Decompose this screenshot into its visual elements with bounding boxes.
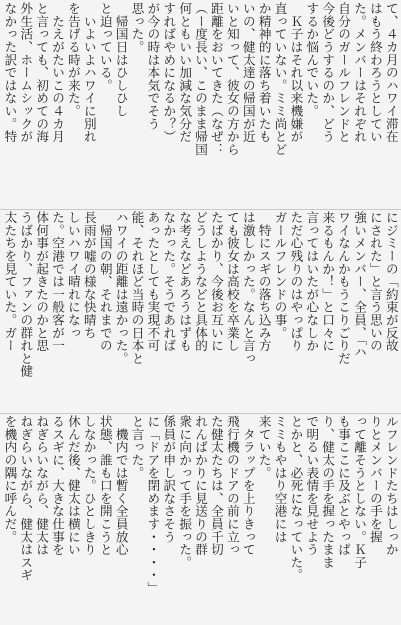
text-column: 直っていない。ミミ尚とど [272, 2, 288, 156]
text-column: 能、それほど当時の日本と [129, 211, 145, 365]
text-column: なかった。そうであれば [161, 211, 177, 352]
text-column: すればやめになるか？） [161, 2, 177, 143]
text-column: 状態、誰も口を開こうと [97, 415, 113, 556]
text-column: が今の時は本気でそう [145, 2, 161, 130]
text-column: するか悩んでいた。 [304, 2, 320, 118]
text-column: 何ともいい加減な気分だ [177, 2, 193, 143]
text-column: た。空港では一般客が一 [50, 211, 66, 352]
text-column: 休んだ後、健太は横にい [65, 415, 81, 556]
text-column: はもう終わろうとしてい [367, 2, 383, 143]
text-column: を機内の隅に呼んだ。 [2, 415, 18, 543]
text-column: 機内では暫く全員放心 [113, 415, 129, 556]
text-column: ワイなんかもうこりごりだ [336, 211, 352, 365]
text-column: 距離をおいてきた（なぜ： [208, 2, 224, 156]
text-column: か精神的に落ち着いたも [256, 2, 272, 143]
tier-divider [0, 209, 401, 210]
text-column: を告げる時が来た。 [65, 2, 81, 118]
text-column: も事ここに及ぶとやっぱ [336, 415, 352, 556]
text-column: 帰国の朝、それまでの [97, 211, 113, 352]
text-column: ガールフレンドの事。 [272, 211, 288, 339]
text-column: と言っても、初めての海 [34, 2, 50, 143]
text-column: と言った。 [129, 415, 145, 479]
text-column: ミミもやはり空港には [272, 415, 288, 543]
text-column: ねぎらいながら、健太はスギ [18, 415, 34, 582]
text-column: 今後どうするのか、どう [320, 2, 336, 143]
text-column: しいハワイ晴れになっ [65, 211, 81, 339]
text-column: にされた」と言う思いの [367, 211, 383, 352]
text-column: 言ってはいたが心なしか [304, 211, 320, 352]
text-column: ただ心残りのはやっぱり [288, 211, 304, 352]
text-column: たばかり、今後お互いに [208, 211, 224, 352]
text-column: なかった訳ではない。特 [2, 2, 18, 143]
text-column: 自分のガールフレンドと [336, 2, 352, 143]
text-column: ねぎらいながら、健太は [34, 415, 50, 556]
text-column: にジミーの「約束が反故 [383, 211, 399, 352]
tier-divider [0, 413, 401, 414]
text-column: ハワイの距離は遠かった。 [113, 211, 129, 365]
text-column: 係員が申し訳なさそう [161, 415, 177, 543]
text-column: Ｋ子はそれ以来機嫌が [288, 2, 304, 143]
text-column: て、４カ月のハワイ滞在 [383, 2, 399, 143]
text-column: 太たちを見ていた。ガー [2, 211, 18, 352]
text-column: 体何事が起きたのかと思 [34, 211, 50, 352]
text-column: （ー度長い、このまま帰国 [193, 2, 209, 156]
text-tier-bottom [2, 415, 399, 623]
text-tier-middle [2, 211, 399, 412]
text-column: 衆に向かって手を振った。 [177, 415, 193, 569]
text-column: いと知って、彼女の方から [224, 2, 240, 156]
text-column: 来ていた。 [256, 415, 272, 479]
text-column: いよいよハワイに別れ [81, 2, 97, 143]
text-column: 来るもんか！」と口々に [320, 211, 336, 352]
text-column: で明るい表情を見せよう [304, 415, 320, 556]
text-column: れんばかりに見送りの群 [193, 415, 209, 556]
text-column: 外生活、ホームシックが [18, 2, 34, 143]
text-column: たえがたいこの４カ月 [50, 2, 66, 143]
text-column: と迫っている。 [97, 2, 113, 92]
text-column: るスギに、大きな仕事を [50, 415, 66, 556]
text-column: に「ドアを閉めます・・・・」 [145, 415, 161, 595]
text-column: り、健太の手を握ったまま [320, 415, 336, 569]
text-tier-top [2, 2, 399, 208]
text-column: 特にスギの落ち込み方 [256, 211, 272, 352]
text-column: いの、健太達の帰国が近 [240, 2, 256, 143]
text-column: あったとしても実現不可 [145, 211, 161, 352]
text-column: うばかり、ファンの群れと健 [18, 211, 34, 378]
text-column: 帰国日はひしひし [113, 2, 129, 118]
text-column: た。メンバーはそれぞれ [352, 2, 367, 143]
text-column: ても彼女は高校を卒業し [224, 211, 240, 352]
text-column: 飛行機のドアの前に立っ [224, 415, 240, 556]
text-column: た健太たちは、全員千切 [208, 415, 224, 556]
text-column: は激しかった。なんと言っ [240, 211, 256, 365]
text-column: どうしようなどと具体的 [193, 211, 209, 352]
text-column: 強いメンバー、全員、「ハ [352, 211, 367, 359]
text-column: な考えなどあろうはずも [177, 211, 193, 352]
text-column: りとメンバーの手を握 [367, 415, 383, 543]
text-column: 思った。 [129, 2, 145, 54]
text-column: 長雨が嘘の様な快晴ち [81, 211, 97, 339]
text-column: とかと、必死になっていた。 [288, 415, 304, 582]
text-column: って離そうとしない。Ｋ子 [352, 415, 367, 569]
text-column: ルフレンドたちはしっか [383, 415, 399, 556]
text-column: しなかった。ひとしきり [81, 415, 97, 556]
text-column: タラップを上りきって [240, 415, 256, 556]
